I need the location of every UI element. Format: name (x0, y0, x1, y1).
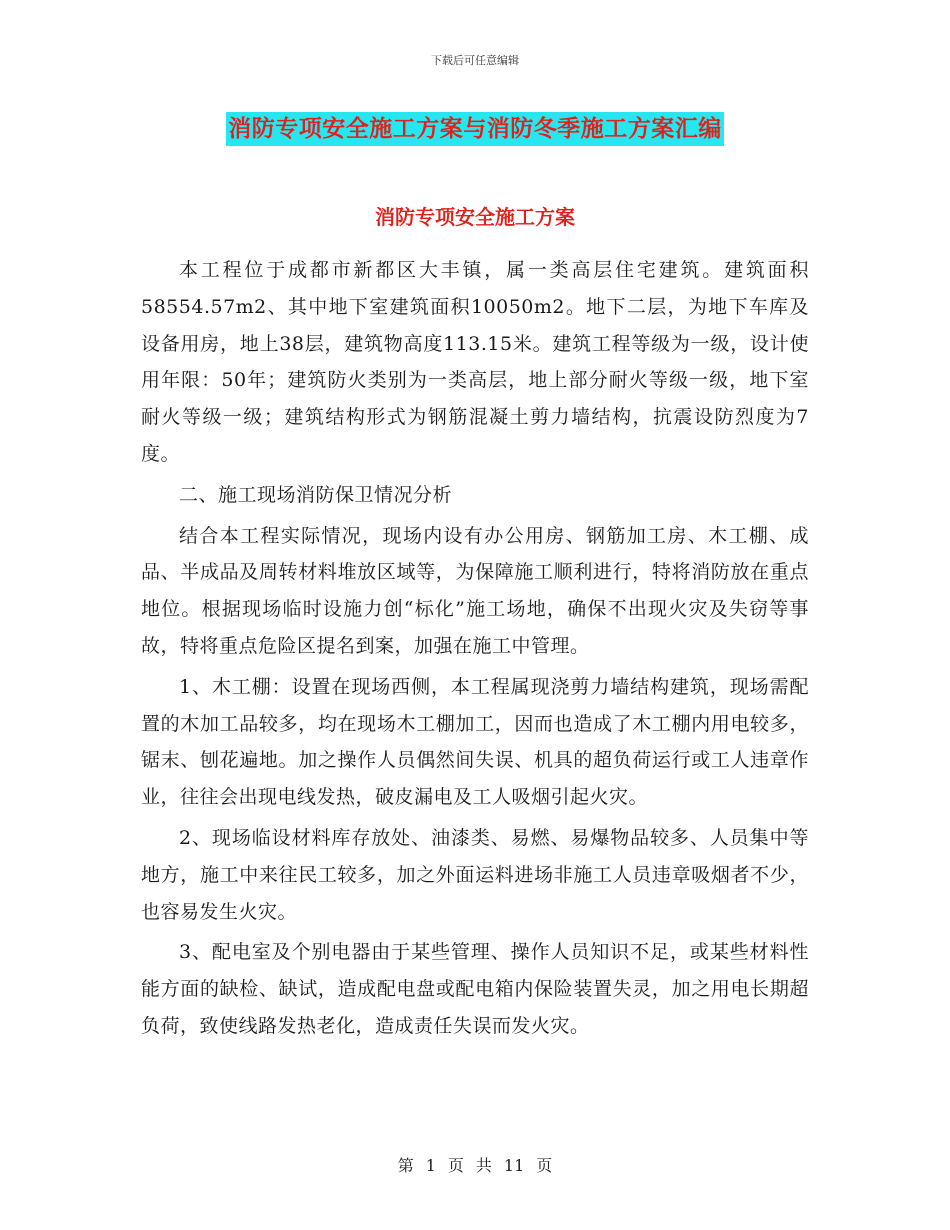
footer-total-pages: 11 (503, 1156, 525, 1175)
footer-page-number: 1 (425, 1156, 436, 1175)
main-title: 消防专项安全施工方案与消防冬季施工方案汇编 (226, 112, 724, 146)
paragraph-woodshop: 1、木工棚：设置在现场西侧，本工程属现浇剪力墙结构建筑，现场需配置的木加工品较多，均在现场木工棚加工，因而也造成了木工棚内用电较多，锯末、刨花遍地。加之操作人员偶然间失误、机具的超负荷运行或工人违章作业，往往会出现电线发热，破皮漏电及工人吸烟引起火灾。 (141, 675, 809, 809)
main-title-container (0, 112, 950, 146)
footer-page-label: 第 (397, 1156, 414, 1175)
paragraph-section-heading: 二、施工现场消防保卫情况分析 (179, 483, 453, 506)
header-note: 下载后可任意编辑 (431, 54, 519, 67)
paragraph-material-storage: 2、现场临设材料库存放处、油漆类、易燃、易爆物品较多、人员集中等地方，施工中来往民工较多，加之外面运料进场非施工人员违章吸烟者不少，也容易发生火灾。 (141, 826, 809, 923)
footer-page-unit: 页 (447, 1156, 464, 1175)
page-footer (0, 1153, 950, 1176)
paragraph-site-analysis: 结合本工程实际情况，现场内设有办公用房、钢筋加工房、木工棚、成品、半成品及周转材料堆放区域等，为保障施工顺利进行，特将消防放在重点地位。根据现场临时设施力创“标化”施工场地，确保不出现火灾及失窃等事故，特将重点危险区提名到案，加强在施工中管理。 (141, 524, 809, 657)
paragraph-project-overview: 本工程位于成都市新都区大丰镇，属一类高层住宅建筑。建筑面积 58554.57m2、其中地下室建筑面积10050m2。地下二层，为地下车库及设备用房，地上38层，建筑物高度113.15米。建筑工程等级为一级，设计使用年限：50年；建筑防火类别为一类高层，地上部分耐火等级一级，地下室耐火等级一级；建筑结构形式为钢筋混凝土剪力墙结构，抗震设防烈度为7度。 (141, 259, 809, 465)
section-title: 消防专项安全施工方案 (375, 205, 575, 229)
document-body (141, 252, 809, 1049)
footer-total-unit: 页 (536, 1156, 553, 1175)
paragraph-power-room: 3、配电室及个别电器由于某些管理、操作人员知识不足，或某些材料性能方面的缺检、缺试，造成配电盘或配电箱内保险装置失灵，加之用电长期超负荷，致使线路发热老化，造成责任失误而发火灾。 (141, 941, 809, 1037)
footer-total-label: 共 (475, 1156, 492, 1175)
